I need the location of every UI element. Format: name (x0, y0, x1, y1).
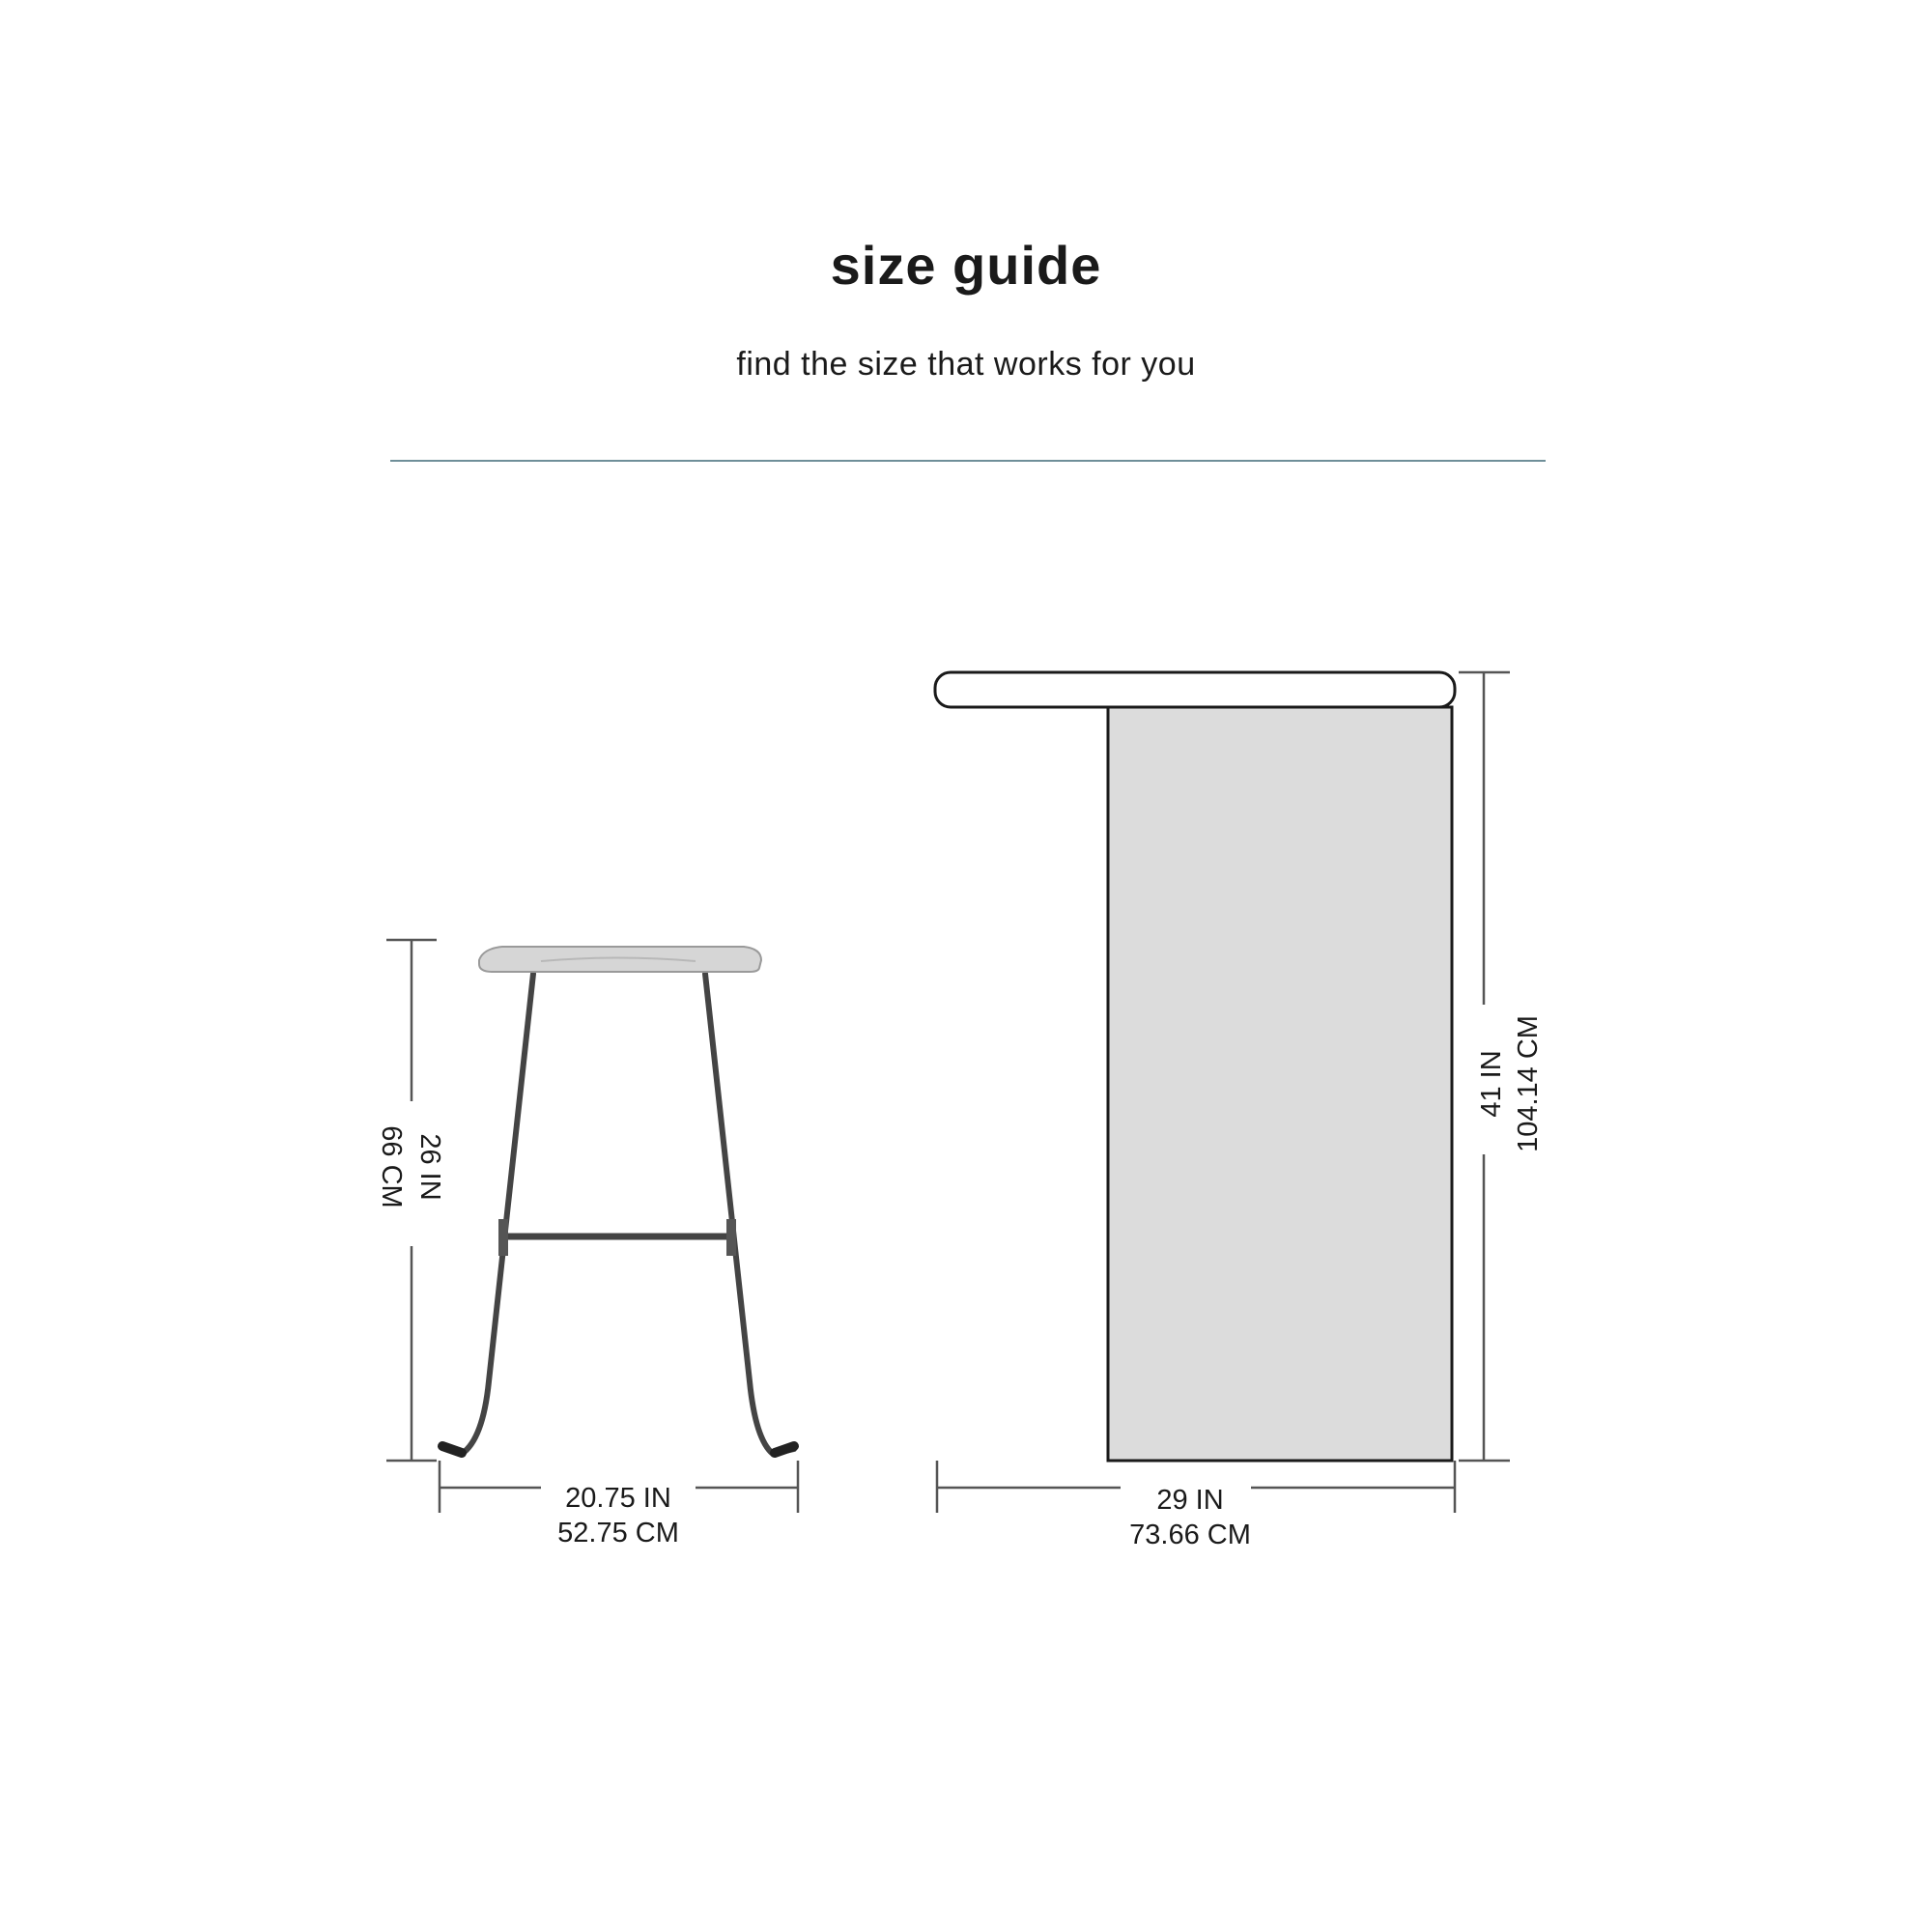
page-title: size guide (830, 235, 1102, 296)
table-width-in-label: 29 IN (1156, 1485, 1224, 1516)
stool-height-cm-label: 66 CM (376, 1125, 407, 1208)
stool-seat (479, 947, 761, 972)
page-subtitle: find the size that works for you (736, 346, 1196, 383)
table-body (1108, 707, 1452, 1461)
stool-height-in-label: 26 IN (414, 1133, 445, 1201)
table-drawing (935, 672, 1455, 1461)
table-height-in-label: 41 IN (1476, 1050, 1507, 1118)
stool-right-bracket (726, 1219, 736, 1256)
table-width-cm-label: 73.66 CM (1129, 1520, 1251, 1550)
stool-width-cm-label: 52.75 CM (557, 1518, 679, 1548)
stool-right-foot (775, 1446, 794, 1453)
stool-width-in-label: 20.75 IN (565, 1483, 671, 1514)
table-top (935, 672, 1455, 707)
stool-right-leg (705, 974, 794, 1454)
stool-left-leg (446, 974, 533, 1454)
table-height-cm-label: 104.14 CM (1513, 1015, 1544, 1152)
stool-left-foot (442, 1446, 462, 1453)
stool-left-bracket (498, 1219, 508, 1256)
stool-legs (446, 974, 794, 1454)
stool-drawing (442, 947, 794, 1454)
